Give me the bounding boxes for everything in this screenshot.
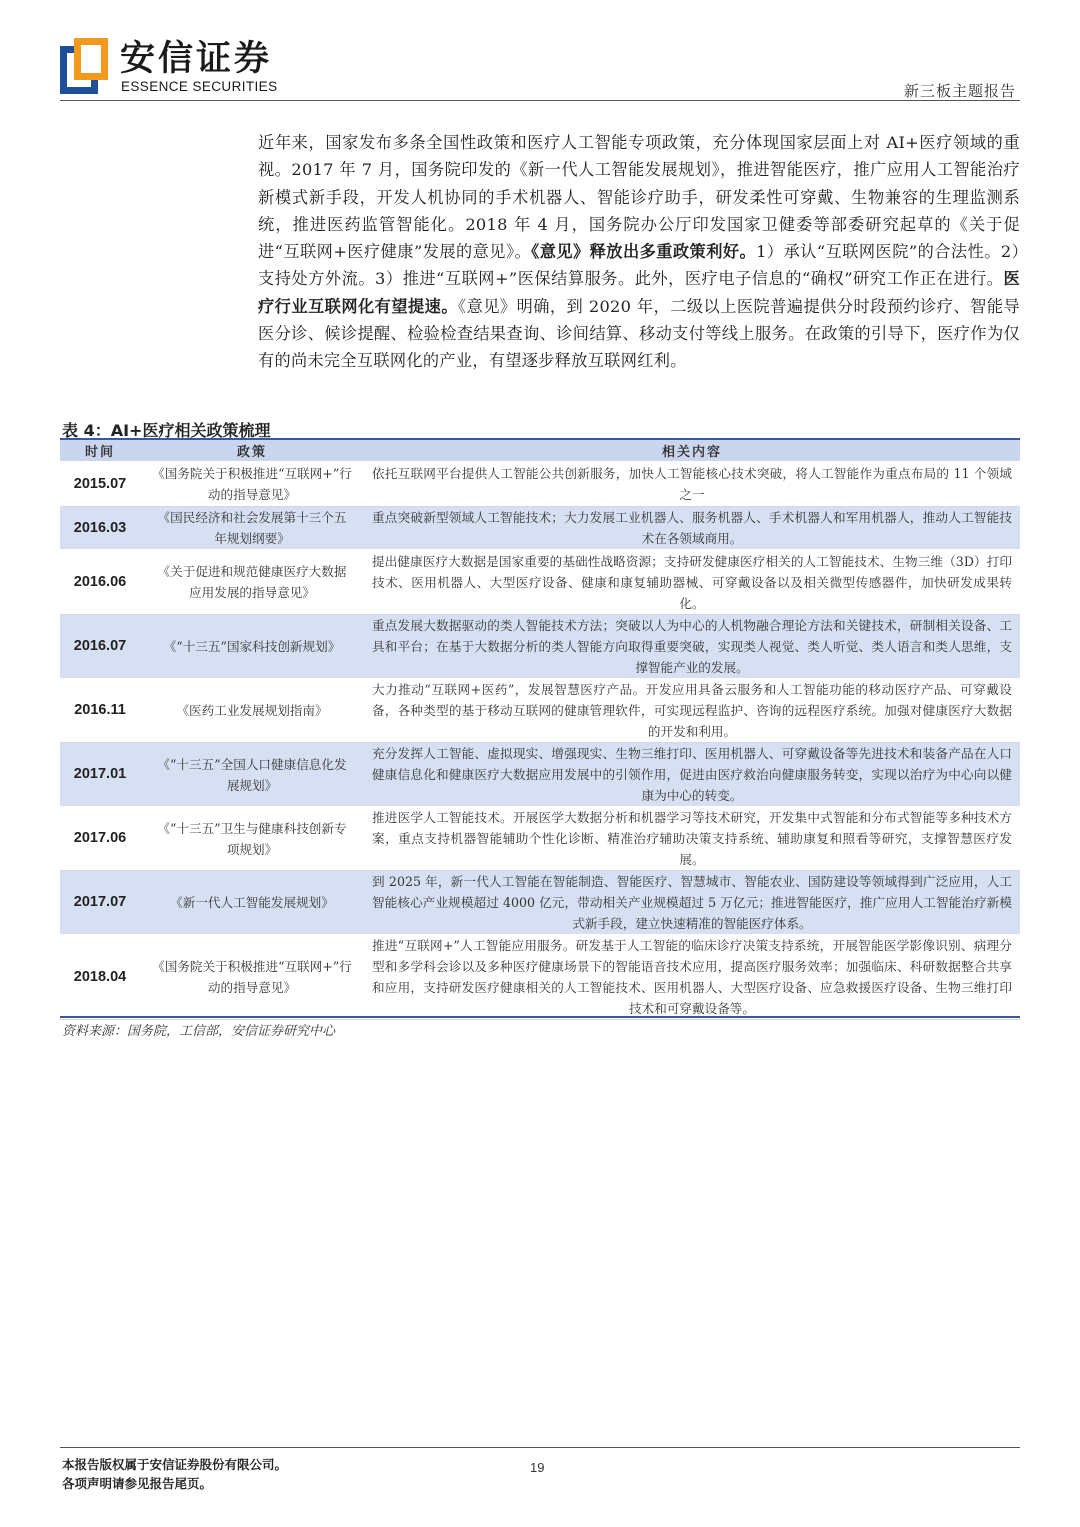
report-type: 新三板主题报告 xyxy=(903,82,1016,100)
page-number: 19 xyxy=(530,1460,545,1475)
row-time: 2016.06 xyxy=(60,550,140,615)
row-time: 2016.07 xyxy=(60,615,140,679)
row-content: 依托互联网平台提供人工智能公共创新服务，加快人工智能核心技术突破，将人工智能作为重点布局的 11 个领域之一 xyxy=(364,462,1020,507)
paragraph-bold-2: 医疗行业互联网化有望提速。 xyxy=(258,269,1020,316)
row-content: 充分发挥人工智能、虚拟现实、增强现实、生物三维打印、医用机器人、可穿戴设备等先进技术和装备产品在人口健康信息化和健康医疗大数据应用发展中的引领作用，促进由医疗救治向健康服务转变，实现以治疗为中心向以健康为中心的转变。 xyxy=(364,743,1020,807)
row-content: 推进医学人工智能技术。开展医学大数据分析和机器学习等技术研究，开发集中式智能和分布式智能等多种技术方案，重点支持机器智能辅助个性化诊断、精准治疗辅助决策支持系统、辅助康复和照看等研究，支撑智慧医疗发展。 xyxy=(364,807,1020,871)
brand-name-en: ESSENCE SECURITIES xyxy=(121,79,278,94)
row-content: 重点发展大数据驱动的类人智能技术方法；突破以人为中心的人机物融合理论方法和关键技术，研制相关设备、工具和平台；在基于大数据分析的类人智能方向取得重要突破，实现类人视觉、类人听觉、类人语言和类人思维，支撑智能产业的发展。 xyxy=(364,615,1020,679)
copyright-line-2: 各项声明请参见报告尾页。 xyxy=(62,1476,213,1491)
row-time: 2016.03 xyxy=(60,507,140,550)
table-row xyxy=(60,507,1020,550)
row-time: 2018.04 xyxy=(60,935,140,1020)
table-row xyxy=(60,615,1020,679)
row-time: 2017.01 xyxy=(60,743,140,807)
body-paragraph xyxy=(258,129,1020,375)
row-content: 大力推动“互联网+医药”，发展智慧医疗产品。开发应用具备云服务和人工智能功能的移动医疗产品、可穿戴设备，各种类型的基于移动互联网的健康管理软件，可实现远程监护、咨询的远程医疗系统。加强对健康医疗大数据的开发和利用。 xyxy=(364,679,1020,743)
table-title: 表 4：AI+医疗相关政策梳理 xyxy=(62,421,271,440)
header-content: 相关内容 xyxy=(364,440,1020,462)
table-row xyxy=(60,807,1020,871)
header-divider xyxy=(60,100,1020,101)
table-row xyxy=(60,935,1020,1020)
table-row xyxy=(60,679,1020,743)
footer-divider xyxy=(60,1447,1020,1448)
paragraph-bold-1: 《意见》释放出多重政策利好。 xyxy=(531,242,757,262)
table-row xyxy=(60,871,1020,935)
table-row xyxy=(60,743,1020,807)
row-policy: 《新一代人工智能发展规划》 xyxy=(140,871,364,935)
brand-name-cn: 安信证券 xyxy=(120,39,273,79)
table-header-row xyxy=(60,440,1020,462)
row-policy: 《“十三五”国家科技创新规划》 xyxy=(140,615,364,679)
table-bottom-rule xyxy=(60,1016,1020,1018)
paragraph-text-1: 近年来，国家发布多条全国性政策和医疗人工智能专项政策，充分体现国家层面上对 AI+医疗领域的重视。2017 年 7 月，国务院印发的《新一代人工智能发展规划》，推进智能医疗，推广应用人工智能治疗新模式新手段，开发人机协同的手术机器人、智能诊疗助手，研发柔性可穿戴、生物兼容的生理监测系统，推进医药监管智能化。2018 年 4 月，国务院办公厅印发国家卫健委等部委研究起草的《关于促进“互联网+医疗健康”发展的意见》。 xyxy=(258,133,1020,262)
row-content: 到 2025 年，新一代人工智能在智能制造、智能医疗、智慧城市、智能农业、国防建设等领域得到广泛应用，人工智能核心产业规模超过 4000 亿元，带动相关产业规模超过 5 万亿元；推进智能医疗，推广应用人工智能治疗新模式新手段，建立快速精准的智能医疗体系。 xyxy=(364,871,1020,935)
paragraph-text-3: 《意见》明确，到 2020 年，二级以上医院普遍提供分时段预约诊疗、智能导医分诊、候诊提醒、检验检查结果查询、诊间结算、移动支付等线上服务。在政策的引导下，医疗作为仅有的尚未完全互联网化的产业，有望逐步释放互联网红利。 xyxy=(258,296,1021,371)
table-source: 资料来源：国务院，工信部，安信证券研究中心 xyxy=(62,1024,336,1039)
row-time: 2015.07 xyxy=(60,462,140,507)
row-policy: 《国务院关于积极推进“互联网+”行动的指导意见》 xyxy=(140,462,364,507)
header-policy: 政策 xyxy=(140,440,364,462)
row-policy: 《关于促进和规范健康医疗大数据应用发展的指导意见》 xyxy=(140,550,364,615)
row-content: 重点突破新型领域人工智能技术；大力发展工业机器人、服务机器人、手术机器人和军用机器人，推动人工智能技术在各领域商用。 xyxy=(364,507,1020,550)
row-time: 2017.07 xyxy=(60,871,140,935)
row-policy: 《国务院关于积极推进“互联网+”行动的指导意见》 xyxy=(140,935,364,1020)
policy-table xyxy=(60,440,1020,1020)
row-time: 2017.06 xyxy=(60,807,140,871)
table-row xyxy=(60,462,1020,507)
row-content: 提出健康医疗大数据是国家重要的基础性战略资源；支持研发健康医疗相关的人工智能技术、生物三维（3D）打印技术、医用机器人、大型医疗设备、健康和康复辅助器械、可穿戴设备以及相关微型传感器件，加快研发成果转化。 xyxy=(364,550,1020,615)
row-policy: 《国民经济和社会发展第十三个五年规划纲要》 xyxy=(140,507,364,550)
paragraph-text-2: 1）承认“互联网医院”的合法性。2）支持处方外流。3）推进“互联网+”医保结算服务。此外，医疗电子信息的“确权”研究工作正在进行。 xyxy=(258,242,1020,289)
row-time: 2016.11 xyxy=(60,679,140,743)
header-time: 时间 xyxy=(60,440,140,462)
copyright-notice xyxy=(62,1455,287,1493)
row-content: 推进“互联网+”人工智能应用服务。研发基于人工智能的临床诊疗决策支持系统，开展智能医学影像识别、病理分型和多学科会诊以及多种医疗健康场景下的智能语音技术应用，提高医疗服务效率；加强临床、科研数据整合共享和应用，支持研发医疗健康相关的人工智能技术、医用机器人、大型医疗设备、应急救援医疗设备、生物三维打印技术和可穿戴设备等。 xyxy=(364,935,1020,1020)
row-policy: 《“十三五”卫生与健康科技创新专项规划》 xyxy=(140,807,364,871)
row-policy: 《“十三五”全国人口健康信息化发展规划》 xyxy=(140,743,364,807)
table-row xyxy=(60,550,1020,615)
row-policy: 《医药工业发展规划指南》 xyxy=(140,679,364,743)
copyright-line-1: 本报告版权属于安信证券股份有限公司。 xyxy=(62,1457,288,1472)
essence-logo-icon xyxy=(60,38,108,94)
